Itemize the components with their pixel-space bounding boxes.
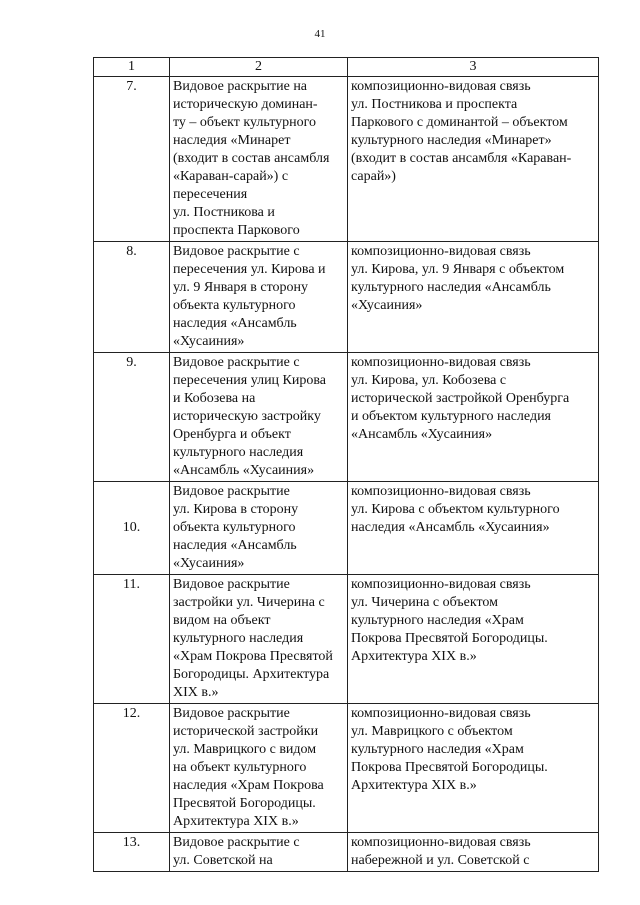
composition-link: композиционно-видовая связь ул. Кирова с объектом культурного наследия «Ансамбль «Хусаиния» [348,482,599,575]
view-description: Видовое раскрытие на историческую доминан- ту – объект культурного наследия «Минарет (входит в состав ансамбля «Караван-сарай») с пересечения ул. Постникова и проспекта Паркового [170,77,348,242]
composition-link: композиционно-видовая связь ул. Постникова и проспекта Паркового с доминантой – объектом культурного наследия «Минарет» (входит в состав ансамбля «Караван- сарай») [348,77,599,242]
view-description: Видовое раскрытие с пересечения улиц Кирова и Кобозева на историческую застройку Оренбурга и объект культурного наследия «Ансамбль «Хусаиния» [170,353,348,482]
data-table [93,57,599,872]
composition-link: композиционно-видовая связь набережной и ул. Советской с [348,833,599,872]
row-number: 7. [94,77,170,242]
row-number: 8. [94,242,170,353]
row-number: 12. [94,704,170,833]
view-description: Видовое раскрытие с пересечения ул. Кирова и ул. 9 Января в сторону объекта культурного наследия «Ансамбль «Хусаиния» [170,242,348,353]
composition-link: композиционно-видовая связь ул. Маврицкого с объектом культурного наследия «Храм Покрова Пресвятой Богородицы. Архитектура XIX в.» [348,704,599,833]
column-header-3: 3 [348,58,599,77]
table-row [94,242,599,353]
table-row [94,353,599,482]
view-description: Видовое раскрытие исторической застройки ул. Маврицкого с видом на объект культурного наследия «Храм Покрова Пресвятой Богородицы. Архитектура XIX в.» [170,704,348,833]
row-number: 11. [94,575,170,704]
table-row [94,704,599,833]
column-header-1: 1 [94,58,170,77]
composition-link: композиционно-видовая связь ул. Кирова, ул. 9 Января с объектом культурного наследия «Ансамбль «Хусаиния» [348,242,599,353]
row-number: 13. [94,833,170,872]
composition-link: композиционно-видовая связь ул. Чичерина с объектом культурного наследия «Храм Покрова Пресвятой Богородицы. Архитектура XIX в.» [348,575,599,704]
table-header-row [94,58,599,77]
view-description: Видовое раскрытие ул. Кирова в сторону объекта культурного наследия «Ансамбль «Хусаиния» [170,482,348,575]
table-row [94,575,599,704]
view-description: Видовое раскрытие с ул. Советской на [170,833,348,872]
table-row [94,77,599,242]
column-header-2: 2 [170,58,348,77]
page-number: 41 [314,28,326,40]
table-row [94,482,599,575]
table-row [94,833,599,872]
row-number: 10. [94,482,170,575]
view-description: Видовое раскрытие застройки ул. Чичерина с видом на объект культурного наследия «Храм Покрова Пресвятой Богородицы. Архитектура XIX в.» [170,575,348,704]
composition-link: композиционно-видовая связь ул. Кирова, ул. Кобозева с исторической застройкой Оренбурга и объектом культурного наследия «Ансамбль «Хусаиния» [348,353,599,482]
row-number: 9. [94,353,170,482]
